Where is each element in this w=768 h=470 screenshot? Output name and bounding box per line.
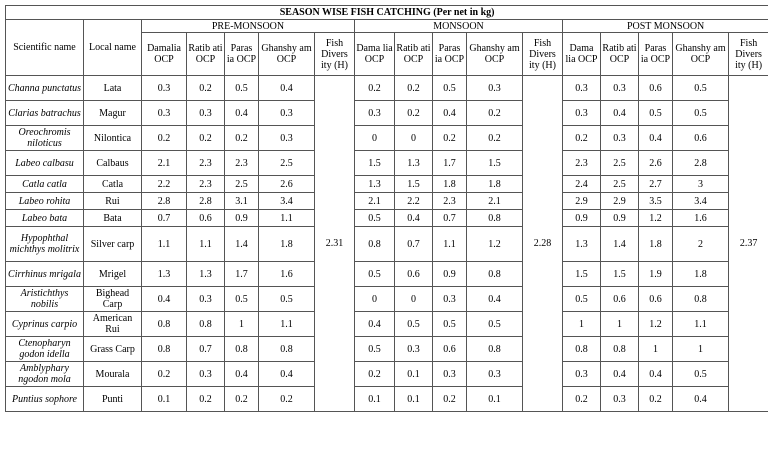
- pre-monsoon-value-cell: 1.1: [187, 227, 225, 262]
- local-name-cell: Magur: [84, 101, 142, 126]
- scientific-name-cell: Oreochromis niloticus: [6, 126, 84, 151]
- post-monsoon-value-cell: 0.6: [639, 287, 673, 312]
- post-monsoon-value-cell: 0.8: [601, 337, 639, 362]
- col-header: Ratib ati OCP: [601, 33, 639, 76]
- post-monsoon-value-cell: 0.2: [563, 387, 601, 412]
- monsoon-value-cell: 0.7: [433, 210, 467, 227]
- post-monsoon-diversity-cell: 2.37: [729, 76, 768, 412]
- pre-monsoon-value-cell: 0.2: [225, 126, 259, 151]
- monsoon-value-cell: 2.1: [467, 193, 523, 210]
- pre-monsoon-value-cell: 1.1: [259, 312, 315, 337]
- scientific-name-cell: Ctenopharyn godon idella: [6, 337, 84, 362]
- pre-monsoon-value-cell: 2.8: [142, 193, 187, 210]
- pre-monsoon-value-cell: 0.3: [259, 126, 315, 151]
- pre-monsoon-value-cell: 0.8: [259, 337, 315, 362]
- pre-monsoon-value-cell: 2.3: [225, 151, 259, 176]
- monsoon-value-cell: 0.3: [467, 362, 523, 387]
- monsoon-value-cell: 1.8: [433, 176, 467, 193]
- monsoon-value-cell: 0: [395, 287, 433, 312]
- pre-monsoon-value-cell: 0.4: [259, 76, 315, 101]
- col-header: Ghanshy am OCP: [259, 33, 315, 76]
- monsoon-value-cell: 0.2: [433, 387, 467, 412]
- col-header: Ratib ati OCP: [395, 33, 433, 76]
- pre-monsoon-value-cell: 2.3: [187, 176, 225, 193]
- post-monsoon-value-cell: 0.5: [673, 362, 729, 387]
- pre-monsoon-value-cell: 0.4: [142, 287, 187, 312]
- pre-monsoon-value-cell: 0.8: [225, 337, 259, 362]
- table-row: [6, 176, 768, 193]
- monsoon-value-cell: 0.1: [467, 387, 523, 412]
- post-monsoon-value-cell: 0.4: [639, 126, 673, 151]
- scientific-name-cell: Channa punctatus: [6, 76, 84, 101]
- table-row: [6, 362, 768, 387]
- monsoon-value-cell: 2.1: [355, 193, 395, 210]
- post-monsoon-value-cell: 2.3: [563, 151, 601, 176]
- pre-monsoon-value-cell: 1: [225, 312, 259, 337]
- pre-monsoon-value-cell: 2.6: [259, 176, 315, 193]
- monsoon-value-cell: 0.4: [433, 101, 467, 126]
- post-monsoon-value-cell: 1.3: [563, 227, 601, 262]
- local-name-cell: Bighead Carp: [84, 287, 142, 312]
- pre-monsoon-value-cell: 0.4: [225, 101, 259, 126]
- scientific-name-cell: Amblyphary ngodon mola: [6, 362, 84, 387]
- monsoon-value-cell: 1.5: [467, 151, 523, 176]
- pre-monsoon-value-cell: 0.2: [225, 387, 259, 412]
- pre-monsoon-value-cell: 0.4: [225, 362, 259, 387]
- table-row: [6, 76, 768, 101]
- col-header: Ratib ati OCP: [187, 33, 225, 76]
- monsoon-value-cell: 0.5: [467, 312, 523, 337]
- pre-monsoon-value-cell: 0.7: [142, 210, 187, 227]
- header-monsoon: MONSOON: [355, 20, 563, 33]
- monsoon-value-cell: 0.2: [355, 362, 395, 387]
- monsoon-value-cell: 0: [395, 126, 433, 151]
- monsoon-value-cell: 0.5: [355, 337, 395, 362]
- monsoon-value-cell: 1.5: [355, 151, 395, 176]
- local-name-cell: Catla: [84, 176, 142, 193]
- post-monsoon-value-cell: 1.5: [601, 262, 639, 287]
- scientific-name-cell: Cyprinus carpio: [6, 312, 84, 337]
- local-name-cell: Rui: [84, 193, 142, 210]
- monsoon-value-cell: 0.1: [395, 362, 433, 387]
- pre-monsoon-value-cell: 0.8: [142, 312, 187, 337]
- local-name-cell: Mourala: [84, 362, 142, 387]
- pre-monsoon-value-cell: 0.3: [142, 101, 187, 126]
- pre-monsoon-value-cell: 1.6: [259, 262, 315, 287]
- pre-monsoon-value-cell: 0.5: [259, 287, 315, 312]
- post-monsoon-value-cell: 1.2: [639, 210, 673, 227]
- post-monsoon-value-cell: 0.4: [673, 387, 729, 412]
- pre-monsoon-value-cell: 1.1: [259, 210, 315, 227]
- pre-monsoon-value-cell: 0.2: [187, 76, 225, 101]
- monsoon-value-cell: 0.8: [467, 262, 523, 287]
- pre-monsoon-value-cell: 0.1: [142, 387, 187, 412]
- monsoon-value-cell: 0.3: [433, 362, 467, 387]
- monsoon-value-cell: 1.3: [355, 176, 395, 193]
- col-header: Fish Divers ity (H): [729, 33, 768, 76]
- pre-monsoon-value-cell: 1.1: [142, 227, 187, 262]
- pre-monsoon-value-cell: 1.3: [187, 262, 225, 287]
- pre-monsoon-value-cell: 2.5: [225, 176, 259, 193]
- post-monsoon-value-cell: 0.3: [563, 101, 601, 126]
- post-monsoon-value-cell: 1: [563, 312, 601, 337]
- post-monsoon-value-cell: 0.2: [563, 126, 601, 151]
- post-monsoon-value-cell: 1.5: [563, 262, 601, 287]
- post-monsoon-value-cell: 0.4: [601, 362, 639, 387]
- post-monsoon-value-cell: 0.2: [639, 387, 673, 412]
- monsoon-value-cell: 2.2: [395, 193, 433, 210]
- col-header: Dama lia OCP: [355, 33, 395, 76]
- table-row: [6, 210, 768, 227]
- post-monsoon-value-cell: 0.5: [639, 101, 673, 126]
- monsoon-value-cell: 0: [355, 287, 395, 312]
- pre-monsoon-value-cell: 0.2: [142, 126, 187, 151]
- scientific-name-cell: Cirrhinus mrigala: [6, 262, 84, 287]
- scientific-name-cell: Labeo calbasu: [6, 151, 84, 176]
- table-row: [6, 312, 768, 337]
- monsoon-value-cell: 0.2: [355, 76, 395, 101]
- post-monsoon-value-cell: 0.3: [563, 76, 601, 101]
- local-name-cell: Mrigel: [84, 262, 142, 287]
- monsoon-value-cell: 0.5: [355, 210, 395, 227]
- pre-monsoon-value-cell: 0.5: [225, 76, 259, 101]
- monsoon-value-cell: 0.7: [395, 227, 433, 262]
- table-row: [6, 193, 768, 210]
- table-row: [6, 227, 768, 262]
- post-monsoon-value-cell: 2: [673, 227, 729, 262]
- post-monsoon-value-cell: 2.8: [673, 151, 729, 176]
- monsoon-value-cell: 0.8: [467, 337, 523, 362]
- table-row: [6, 287, 768, 312]
- fish-catch-table-container: [5, 5, 763, 412]
- pre-monsoon-value-cell: 0.7: [187, 337, 225, 362]
- pre-monsoon-value-cell: 0.5: [225, 287, 259, 312]
- post-monsoon-value-cell: 1.2: [639, 312, 673, 337]
- pre-monsoon-value-cell: 1.4: [225, 227, 259, 262]
- post-monsoon-value-cell: 3.5: [639, 193, 673, 210]
- monsoon-value-cell: 0.2: [395, 76, 433, 101]
- fish-catch-table: [5, 5, 768, 412]
- post-monsoon-value-cell: 0.5: [673, 76, 729, 101]
- pre-monsoon-value-cell: 0.6: [187, 210, 225, 227]
- monsoon-value-cell: 0.5: [433, 312, 467, 337]
- post-monsoon-value-cell: 0.3: [601, 387, 639, 412]
- monsoon-value-cell: 0.2: [467, 101, 523, 126]
- pre-monsoon-value-cell: 0.2: [187, 126, 225, 151]
- pre-monsoon-value-cell: 0.2: [259, 387, 315, 412]
- pre-monsoon-value-cell: 0.8: [142, 337, 187, 362]
- post-monsoon-value-cell: 2.9: [601, 193, 639, 210]
- pre-monsoon-value-cell: 0.9: [225, 210, 259, 227]
- post-monsoon-value-cell: 1.9: [639, 262, 673, 287]
- monsoon-value-cell: 0.8: [467, 210, 523, 227]
- scientific-name-cell: Clarias batrachus: [6, 101, 84, 126]
- local-name-cell: Nilontica: [84, 126, 142, 151]
- col-header: Damalia OCP: [142, 33, 187, 76]
- pre-monsoon-value-cell: 1.3: [142, 262, 187, 287]
- monsoon-value-cell: 0.8: [355, 227, 395, 262]
- post-monsoon-value-cell: 2.5: [601, 151, 639, 176]
- monsoon-value-cell: 0.6: [395, 262, 433, 287]
- monsoon-value-cell: 1.5: [395, 176, 433, 193]
- monsoon-value-cell: 0.2: [467, 126, 523, 151]
- monsoon-value-cell: 0.9: [433, 262, 467, 287]
- post-monsoon-value-cell: 0.9: [601, 210, 639, 227]
- post-monsoon-value-cell: 2.6: [639, 151, 673, 176]
- scientific-name-cell: Labeo bata: [6, 210, 84, 227]
- scientific-name-cell: Hypophthal michthys molitrix: [6, 227, 84, 262]
- pre-monsoon-value-cell: 0.3: [187, 101, 225, 126]
- col-header: Dama lia OCP: [563, 33, 601, 76]
- pre-monsoon-value-cell: 2.2: [142, 176, 187, 193]
- monsoon-value-cell: 1.8: [467, 176, 523, 193]
- monsoon-value-cell: 0.1: [395, 387, 433, 412]
- scientific-name-cell: Puntius sophore: [6, 387, 84, 412]
- monsoon-value-cell: 1.1: [433, 227, 467, 262]
- table-row: [6, 126, 768, 151]
- local-name-cell: Lata: [84, 76, 142, 101]
- col-header: Ghanshy am OCP: [467, 33, 523, 76]
- local-name-cell: Punti: [84, 387, 142, 412]
- monsoon-value-cell: 1.3: [395, 151, 433, 176]
- table-row: [6, 151, 768, 176]
- post-monsoon-value-cell: 2.4: [563, 176, 601, 193]
- pre-monsoon-value-cell: 1.7: [225, 262, 259, 287]
- monsoon-value-cell: 0.3: [467, 76, 523, 101]
- post-monsoon-value-cell: 1: [639, 337, 673, 362]
- pre-monsoon-value-cell: 1.8: [259, 227, 315, 262]
- pre-monsoon-value-cell: 0.4: [259, 362, 315, 387]
- local-name-cell: Calbaus: [84, 151, 142, 176]
- post-monsoon-value-cell: 1.4: [601, 227, 639, 262]
- local-name-cell: Bata: [84, 210, 142, 227]
- post-monsoon-value-cell: 0.5: [563, 287, 601, 312]
- pre-monsoon-value-cell: 0.2: [187, 387, 225, 412]
- post-monsoon-value-cell: 3.4: [673, 193, 729, 210]
- local-name-cell: American Rui: [84, 312, 142, 337]
- monsoon-value-cell: 0.5: [433, 76, 467, 101]
- post-monsoon-value-cell: 0.8: [563, 337, 601, 362]
- post-monsoon-value-cell: 3: [673, 176, 729, 193]
- pre-monsoon-value-cell: 0.3: [187, 362, 225, 387]
- post-monsoon-value-cell: 0.9: [563, 210, 601, 227]
- scientific-name-cell: Catla catla: [6, 176, 84, 193]
- col-header: Paras ia OCP: [433, 33, 467, 76]
- col-header: Fish Divers ity (H): [523, 33, 563, 76]
- monsoon-value-cell: 0.3: [433, 287, 467, 312]
- post-monsoon-value-cell: 0.6: [601, 287, 639, 312]
- monsoon-value-cell: 0.2: [433, 126, 467, 151]
- post-monsoon-value-cell: 2.7: [639, 176, 673, 193]
- monsoon-value-cell: 0.4: [395, 210, 433, 227]
- pre-monsoon-value-cell: 3.1: [225, 193, 259, 210]
- monsoon-value-cell: 1.2: [467, 227, 523, 262]
- monsoon-value-cell: 1.7: [433, 151, 467, 176]
- monsoon-value-cell: 0.4: [467, 287, 523, 312]
- pre-monsoon-value-cell: 2.1: [142, 151, 187, 176]
- post-monsoon-value-cell: 0.8: [673, 287, 729, 312]
- post-monsoon-value-cell: 2.9: [563, 193, 601, 210]
- post-monsoon-value-cell: 0.5: [673, 101, 729, 126]
- header-pre-monsoon: PRE-MONSOON: [142, 20, 355, 33]
- header-local-name: Local name: [84, 20, 142, 76]
- scientific-name-cell: Aristichthys nobilis: [6, 287, 84, 312]
- scientific-name-cell: Labeo rohita: [6, 193, 84, 210]
- pre-monsoon-value-cell: 2.5: [259, 151, 315, 176]
- post-monsoon-value-cell: 1.1: [673, 312, 729, 337]
- local-name-cell: Silver carp: [84, 227, 142, 262]
- post-monsoon-value-cell: 0.3: [601, 76, 639, 101]
- pre-monsoon-value-cell: 0.3: [187, 287, 225, 312]
- pre-monsoon-value-cell: 2.3: [187, 151, 225, 176]
- monsoon-value-cell: 0.6: [433, 337, 467, 362]
- pre-monsoon-value-cell: 0.8: [187, 312, 225, 337]
- monsoon-value-cell: 0.3: [355, 101, 395, 126]
- table-row: [6, 262, 768, 287]
- post-monsoon-value-cell: 1.8: [673, 262, 729, 287]
- post-monsoon-value-cell: 0.3: [601, 126, 639, 151]
- monsoon-value-cell: 0: [355, 126, 395, 151]
- table-body: [6, 76, 768, 412]
- header-post-monsoon: POST MONSOON: [563, 20, 768, 33]
- col-header: Ghanshy am OCP: [673, 33, 729, 76]
- pre-monsoon-value-cell: 2.8: [187, 193, 225, 210]
- monsoon-value-cell: 0.2: [395, 101, 433, 126]
- pre-monsoon-value-cell: 0.3: [259, 101, 315, 126]
- col-header: Paras ia OCP: [225, 33, 259, 76]
- col-header: Fish Divers ity (H): [315, 33, 355, 76]
- post-monsoon-value-cell: 0.4: [601, 101, 639, 126]
- post-monsoon-value-cell: 0.6: [673, 126, 729, 151]
- post-monsoon-value-cell: 0.4: [639, 362, 673, 387]
- post-monsoon-value-cell: 0.3: [563, 362, 601, 387]
- pre-monsoon-value-cell: 3.4: [259, 193, 315, 210]
- monsoon-value-cell: 0.5: [355, 262, 395, 287]
- pre-monsoon-diversity-cell: 2.31: [315, 76, 355, 412]
- monsoon-value-cell: 0.1: [355, 387, 395, 412]
- table-row: [6, 101, 768, 126]
- table-title: SEASON WISE FISH CATCHING (Per net in kg): [6, 6, 768, 20]
- pre-monsoon-value-cell: 0.2: [142, 362, 187, 387]
- local-name-cell: Grass Carp: [84, 337, 142, 362]
- header-scientific-name: Scientific name: [6, 20, 84, 76]
- col-header: Paras ia OCP: [639, 33, 673, 76]
- monsoon-diversity-cell: 2.28: [523, 76, 563, 412]
- monsoon-value-cell: 0.3: [395, 337, 433, 362]
- post-monsoon-value-cell: 2.5: [601, 176, 639, 193]
- pre-monsoon-value-cell: 0.3: [142, 76, 187, 101]
- table-row: [6, 337, 768, 362]
- post-monsoon-value-cell: 0.6: [639, 76, 673, 101]
- table-row: [6, 387, 768, 412]
- post-monsoon-value-cell: 1.8: [639, 227, 673, 262]
- monsoon-value-cell: 0.5: [395, 312, 433, 337]
- post-monsoon-value-cell: 1: [601, 312, 639, 337]
- monsoon-value-cell: 0.4: [355, 312, 395, 337]
- monsoon-value-cell: 2.3: [433, 193, 467, 210]
- post-monsoon-value-cell: 1: [673, 337, 729, 362]
- post-monsoon-value-cell: 1.6: [673, 210, 729, 227]
